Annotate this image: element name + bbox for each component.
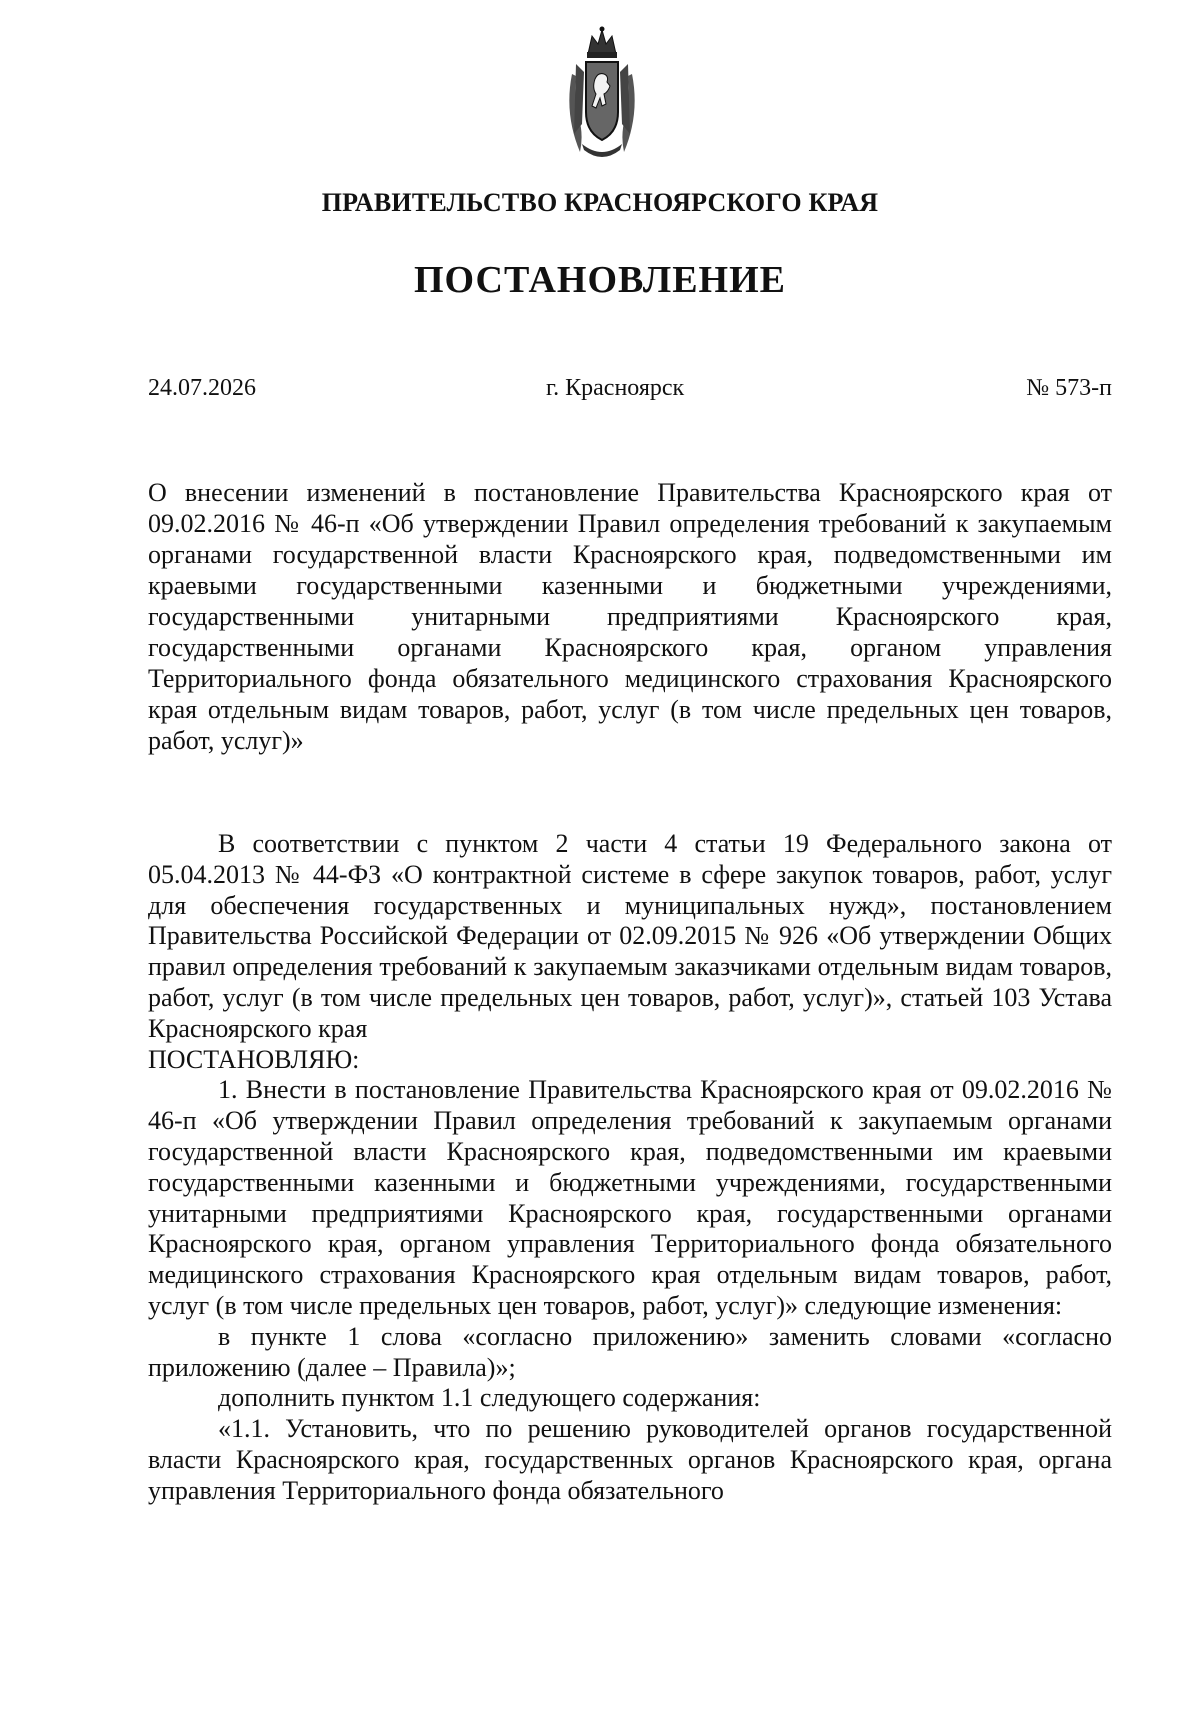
item-1-paragraph: 1. Внести в постановление Правительства Красноярского края от 09.02.2016 № 46-п «Об утверждении Правил определения требований к закупаемым органами государственной власти Красноярского края, подведомственными им краевыми государственными казенными и бюджетными учреждениями, государственными унитарными предприятиями Красноярского края, государственными органами Красноярского края, органом управления Территориального фонда обязательного медицинского страхования Красноярского края отдельным видам товаров, работ, услуг (в том числе предельных цен товаров, работ, услуг)» следующие изменения: <box>148 1075 1112 1320</box>
document-type: ПОСТАНОВЛЕНИЕ <box>413 259 787 301</box>
document-body <box>148 829 1112 1507</box>
document-date: 24.07.2026 <box>148 375 256 401</box>
change-2-paragraph: дополнить пунктом 1.1 следующего содержания: <box>218 1383 761 1413</box>
item-1-1-paragraph: «1.1. Установить, что по решению руководителей органов государственной власти Красноярского края, государственных органов Красноярского края, органа управления Территориального фонда обязательного <box>148 1414 1112 1505</box>
change-1-paragraph: в пункте 1 слова «согласно приложению» заменить словами «согласно приложению (далее – Правила)»; <box>148 1321 1112 1382</box>
document-title: О внесении изменений в постановление Правительства Красноярского края от 09.02.2016 № 46-п «Об утверждении Правил определения требований к закупаемым органами государственной власти Красноярского края, подведомственными им краевыми государственными казенными и бюджетными учреждениями, государственными унитарными предприятиями Красноярского края, государственными органами Красноярского края, органом управления Территориального фонда обязательного медицинского страхования Красноярского края отдельным видам товаров, работ, услуг (в том числе предельных цен товаров, работ, услуг)» <box>148 478 1112 755</box>
document-number: № 573-п <box>1026 375 1112 401</box>
document-meta <box>148 375 1112 409</box>
preamble-paragraph: В соответствии с пунктом 2 части 4 статьи 19 Федерального закона от 05.04.2013 № 44-ФЗ «О контрактной системе в сфере закупок товаров, работ, услуг для обеспечения государственных и муниципальных нужд», постановлением Правительства Российской Федерации от 02.09.2015 № 926 «Об утверждении Общих правил определения требований к закупаемым заказчиками отдельным видам товаров, работ, услуг (в том числе предельных цен товаров, работ, услуг)», статьей 103 Устава Красноярского края <box>148 829 1112 1043</box>
krasnoyarsk-coat-of-arms-icon <box>562 24 642 164</box>
document-city: г. Красноярск <box>546 375 685 401</box>
decree-word: ПОСТАНОВЛЯЮ: <box>148 1044 360 1074</box>
government-name: ПРАВИТЕЛЬСТВО КРАСНОЯРСКОГО КРАЯ <box>321 188 879 217</box>
